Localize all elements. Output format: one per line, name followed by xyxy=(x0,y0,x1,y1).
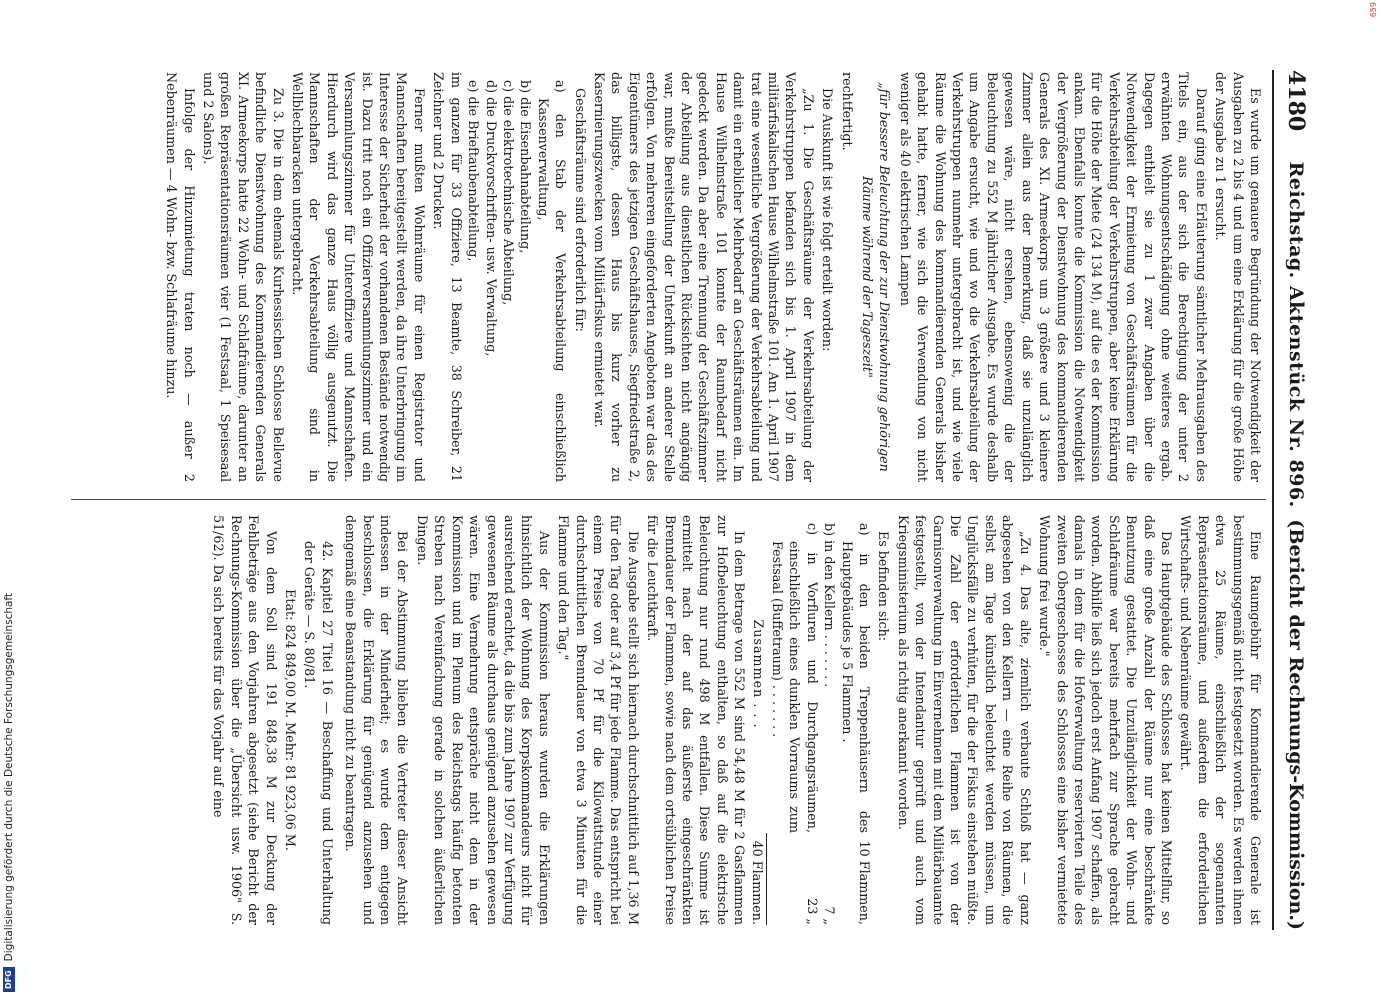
lamp-count-row xyxy=(821,515,838,925)
digitization-credit xyxy=(2,0,16,1000)
list-item: d) die Druckvorschriften- usw. Verwaltung, xyxy=(483,80,499,357)
paragraph: Ferner mußten Wohnräume für einen Registrator und Mannschaften bereitgestellt werden, da ihre Unterbringung im Interesse der Sicherheit der vorhandenen Bestände notwendig ist. Dazu tritt noch ein Offizierversammlungszimmer und ein Versammlungszimmer für Unteroffiziere und Mannschaften. Hierdurch wird das ganze Haus völlig ausgenutzt. Die Mannschaften der Verkehrsabteilung sind in Wellblechbaracken untergebracht. xyxy=(290,72,427,482)
lamp-total-row xyxy=(748,515,766,925)
paragraph: Es befinden sich: xyxy=(876,531,892,642)
paragraph: In dem Betrage von 552 M sind 54,48 M für 2 Gasflammen zur Hofbeleuchtung enthalten, so daß auf die elektrische Beleuchtung nur rund 498 M entfallen. Diese Summe ist ermittelt nach der auf das äußerste eingeschränkten Brenndauer der Flammen, sowie nach dem ortsüblichen Preise für die Leuchtkraft. xyxy=(645,515,748,925)
budget-line: Etat: 824 849,00 M. Mehr: 81 923,06 M. xyxy=(283,589,299,851)
paragraph: Die Auskunft ist wie folgt erteilt worden: xyxy=(820,88,836,352)
paragraph: im ganzen für 33 Offiziere, 13 Beamte, 38 Schreiber, 21 Zeichner und 2 Drucker. xyxy=(431,72,464,482)
paragraph: Bei der Abstimmung blieben die Vertreter dieser Ansicht indessen in der Minderheit; es wurde dem entgegen beschlossen, die Erklärung für genügend anzusehen und demgemäß eine Beanstandung nicht zu beantragen. xyxy=(343,515,411,925)
paragraph: „Zu 4. Das alte, ziemlich verbaute Schloß hat — ganz abgesehen von den Kellern — eine Reihe von Räumen, die selbst am Tage künstlich beleuchtet werden müssen, um Unglücksfälle zu verhüten, für die der Fiskus einstehen müßte. Die Zahl der erforderlichen Flammen ist von der Garnisonverwaltung im Einvernehmen mit dem Militärbauamte festgestellt, von der Intendantur geprüft und auch vom Kriegsministerium als richtig anerkannt worden. xyxy=(895,515,1033,925)
page-number: 4180 xyxy=(1283,70,1309,132)
list-item: c) die elektrotechnische Abteilung, xyxy=(500,80,516,306)
paragraph: Zu 3. Die in dem ehemals Kurhessischen Schlosse Bellevue befindliche Dienstwohnung des Kommandierenden Generals XI. Armeekorps hatte 22 Wohn- und Schlafräume, darunter an großen Repräsentationsräumen vier (1 Festsaal, 1 Speisesaal und 2 Salons). xyxy=(201,72,286,482)
lamp-total-value: 40 Flammen. xyxy=(748,833,766,925)
dfg-logo: DFG xyxy=(3,967,15,992)
lamp-count-label: a) in den beiden Treppenhäusern des Hauptgebäudes je 5 Flammen . xyxy=(839,523,873,833)
paragraph: Von dem Soll sind 191 848,38 M zur Deckung der Fehlbeträge aus den Vorjahren abgesetzt (siehe Bericht der Rechnungs-Kommission über die „Übersicht usw. 1906" S. 51/62). Da sich bereits für das Vorjahr auf eine xyxy=(211,515,279,925)
lamp-count-label: b) in den Kellern . . . . . . . xyxy=(822,523,838,688)
paragraph: Infolge der Hinzumietung traten noch — außer 2 Nebenräumen — 4 Wohn- bzw. Schlafräume hinzu. xyxy=(164,72,197,482)
page-header xyxy=(1278,70,1314,930)
section-heading: 42. Kapitel 27 Titel 16 — Beschaffung und Unterhaltung der Geräte — S. 80/81. xyxy=(302,541,335,925)
paragraph: Darauf ging eine Erläuterung sämtlicher Mehrausgaben des Titels ein, aus der sich die Berechtigung der unter 2 erwähnten Wohnungsentschädigung ohne weiteres ergab. Dagegen enthielt sie zu 1 zwar Angaben über die Notwendigkeit der Ermietung von Geschäftsräumen für die Verkehrsabteilung der Verkehrstruppen, aber keine Erklärung für die Höhe der Miete (24 134 M), auf die es der Kommission ankam. Ebenfalls konnte die Kommission die Notwendigkeit der Vergrößerung der Dienstwohnung des kommandierenden Generals des XI. Armeekorps um 3 größere und 3 kleinere Zimmer allein aus der Bemerkung, daß sie unzulänglich gewesen wäre, nicht ersehen, ebensowenig die der Beleuchtung zu 552 M jährlicher Ausgabe. Es wurde deshalb um Angabe ersucht, wie und wo die Verkehrsabteilung der Verkehrstruppen nunmehr untergebracht ist, und wie viele Räume die Wohnung des kommandierenden Generals bisher gehabt hatte, ferner, wie sich die Verwendung von nicht weniger als 40 elektrischen Lampen xyxy=(897,72,1209,482)
list-item: e) die Brieftaubenabteilung, xyxy=(466,80,482,262)
header-rule xyxy=(1272,70,1274,930)
paragraph: „Zu 1. Die Geschäftsräume der Verkehrsabteilung der Verkehrstruppen befanden sich bis 1. April 1907 in dem militärfiskalischen Hause Wilhelmstraße 101. Am 1. April 1907 trat eine wesentliche Vergrößerung der Verkehrsabteilung und damit ein erheblicher Mehrbedarf an Geschäftsräumen ein. Im Hause Wilhelmstraße 101 konnte der Raumbedarf nicht gedeckt werden. Da aber eine Trennung der Geschäftszimmer der Abteilung aus dienstlichen Rücksichten nicht angängig war, mußte Bereitstellung der Unterkunft an anderer Stelle erfolgen. Von mehreren eingeforderten Angeboten war das des Eigentümers des jetzigen Geschäftshauses, Siegfriedstraße 2, das billigste, dessen Haus bis kurz vorher zu Kasernierungszwecken vom Militärfiskus ermietet war. xyxy=(591,72,816,482)
right-column xyxy=(74,515,1264,925)
paragraph: rechtfertigt. xyxy=(839,72,855,151)
lamp-total-label: Zusammen . . . xyxy=(750,619,766,729)
lamp-count-value: 7 „ xyxy=(822,906,838,925)
lamp-count-row xyxy=(769,515,821,925)
running-subtitle: (Bericht der Rechnungs-Kommission.) xyxy=(1285,519,1307,930)
paragraph: Aus der Kommission heraus wurden die Erklärungen hinsichtlich der Wohnung des Korpskommandeurs nicht für ausreichend erachtet, da die bis zum Jahre 1907 zur Verfügung gewesenen Räume als durchaus genügend anzusehen gewesen wären. Eine Vermehrung entspräche nicht dem in der Kommission und im Plenum des Reichstags häufig betonten Streben nach Vereinfachung gerade in solchen äußerlichen Dingen. xyxy=(414,515,552,925)
credit-text: Digitalisierung gefördert durch die Deutsche Forschungsgemeinschaft xyxy=(3,592,15,962)
paragraph: Eine Raumgebühr für Kommandierende Generale ist bestimmungsgemäß nicht festgesetzt worden. Es werden ihnen etwa 25 Räume, einschließlich der sogenannten Repräsentationsräume, und außerdem die erforderlichen Wirtschafts- und Nebenräume gewährt. xyxy=(1178,515,1263,925)
column-divider xyxy=(71,499,1266,500)
list-item: b) die Eisenbahnabteilung, xyxy=(518,80,534,254)
left-column xyxy=(74,72,1264,482)
paragraph: Die Ausgabe stellt sich hiernach durchschnittlich auf 1,36 M für den Tag oder auf 3,4 Pf für jede Flamme. Das entspricht bei einem Preise von 70 Pf für die Kilowattstunde einer durchschnittlichen Brenndauer von etwa 3 Minuten für die Flamme und den Tag." xyxy=(556,515,641,925)
lamp-count-row xyxy=(838,515,873,925)
corner-tag: 659 xyxy=(1369,2,1378,18)
quotation: „für bessere Beleuchtung der zur Dienstwohnung gehörigen Räume während der Tageszeit" xyxy=(860,82,893,472)
lamp-count-value: 10 Flammen, xyxy=(857,840,873,925)
paragraph: Geschäftsräume sind erforderlich für: xyxy=(572,88,588,332)
list-item: a) den Stab der Verkehrsabteilung einschließlich Kassenverwaltung, xyxy=(535,80,569,482)
paragraph: Es wurde um genauere Begründung der Notwendigkeit der Ausgaben zu 2 bis 4 und um eine Erklärung für die große Höhe der Ausgabe zu 1 ersucht. xyxy=(1213,72,1263,482)
running-title: Reichstag. Aktenstück Nr. 896. xyxy=(1285,161,1307,508)
paragraph: Das Hauptgebäude des Schlosses hat keinen Mittelflur, so daß eine große Anzahl der Räume nur eine beschränkte Benutzung gestattet. Die Unzulänglichkeit der Wohn- und Schlafräume war bereits mehrfach zur Sprache gebracht worden. Abhilfe ließ sich jedoch erst Anfang 1907 schaffen, als damals in dem für die Hofverwaltung reservierten Teile des zweiten Obergeschosses des Schlosses eine bisher vermietete Wohnung frei wurde." xyxy=(1037,515,1174,925)
lamp-count-label: c) in Vorfluren und Durchgangsräumen, einschließlich eines dunklen Vorraums zum Festsaal (Buffetraum) . . . . . . . xyxy=(770,523,820,833)
lamp-count-value: 23 „ xyxy=(804,898,820,925)
